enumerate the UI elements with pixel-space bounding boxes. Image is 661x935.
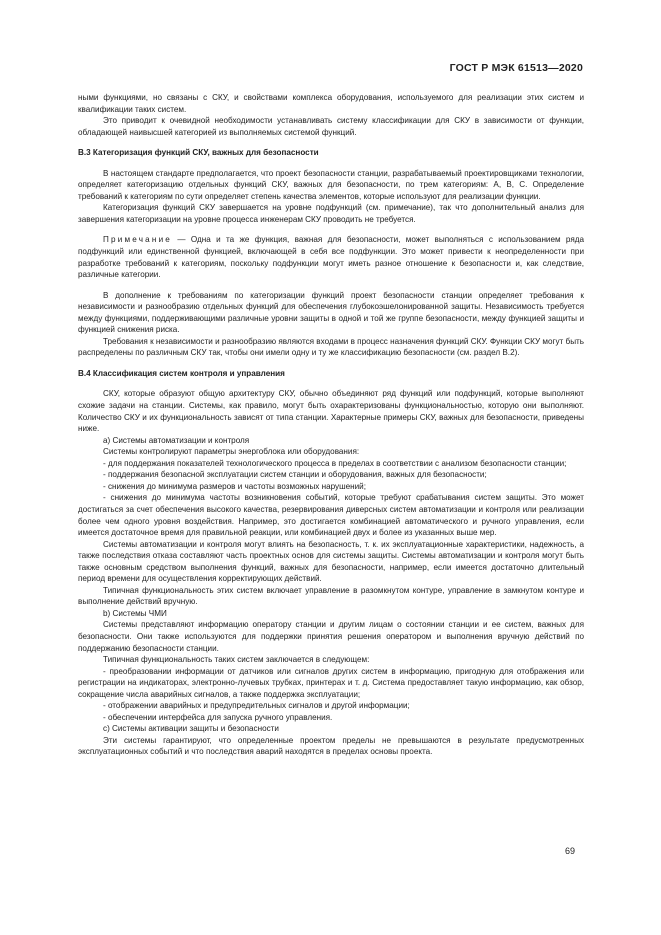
list-heading: c) Системы активации защиты и безопасности	[103, 724, 279, 734]
paragraph: Типичная функциональность этих систем включает управление в разомкнутом контуре, управление в замкнутом контуре и выполнение действий вручную.	[78, 585, 584, 607]
paragraph: Эти системы гарантируют, что определенные проектом пределы не превышаются в результате предусмотренных эксплуатационных событий и что последствия аварий находятся в пределах основы проекта.	[78, 735, 584, 757]
list-item: - обеспечении интерфейса для запуска ручного управления.	[103, 712, 333, 722]
list-item: - преобразовании информации от датчиков или сигналов других систем в информацию, пригодную для отображения или регистрации на индикаторах, электронно-лучевых трубках, принтерах и т. д. Система предоставляет такую информацию, как обзор, сокращение числа аварийных сигналов, а также поддержка эксплуатации;	[78, 666, 584, 699]
paragraph: Типичная функциональность таких систем заключается в следующем:	[103, 655, 370, 665]
list-item: - снижения до минимума частоты возникновения событий, которые требуют срабатывания систем защиты. Это может достигаться за счет обеспечения высокого качества, резервирования диверсных систем автоматизации и контроля или реализации более чем одного уровня воздействия. Например, это достигается комбинацией автоматического и ручного управления, если имеется достаточное время для правильной реакции, или комбинацией двух и более из указанных выше мер.	[78, 493, 584, 538]
section-heading: В.3 Категоризация функций СКУ, важных для безопасности	[78, 148, 319, 158]
list-heading: b) Системы ЧМИ	[103, 608, 167, 618]
section-heading: В.4 Классификация систем контроля и управления	[78, 368, 285, 378]
note-text: — Одна и та же функция, важная для безопасности, может выполняться с использованием ряда подфункций или единственной функцией, включающей в себя все подфункции. Это может привести к неопределенности при разработке требований к категориям, поскольку подфункции могут иметь разное отношение к безопасности и, как следствие, различные категории.	[78, 235, 585, 280]
list-item: - для поддержания показателей технологического процесса в пределах в соответствии с анализом безопасности станции;	[103, 458, 567, 468]
page-number: 69	[564, 846, 575, 856]
paragraph: В настоящем стандарте предполагается, что проект безопасности станции, разрабатываемый проектировщиками технологии, определяет категоризацию отдельных функций СКУ, важных для безопасности, по трем категориям: А, В, С. Определение требований к категориям по сути определяет степень качества элементов, которые используют для реализации функции.	[78, 168, 584, 201]
list-heading: a) Системы автоматизации и контроля	[103, 435, 250, 445]
paragraph: СКУ, которые образуют общую архитектуру СКУ, обычно объединяют ряд функций или подфункций, которые выполняют схожие задачи на станции. Системы, как правило, могут быть охарактеризованы функциональностью, которую они выполняют. Количество СКУ и их функциональность зависят от типа станции. Характерные примеры СКУ, важных для безопасности, приведены ниже.	[78, 389, 584, 434]
paragraph: Требования к независимости и разнообразию являются входами в процесс назначения функций СКУ. Функции СКУ могут быть распределены по различным СКУ так, чтобы они имели одну и ту же классификацию безопасности (см. раздел В.2).	[78, 336, 584, 358]
paragraph: Системы представляют информацию оператору станции и другим лицам о состоянии станции и ее систем, важных для безопасности. Они также используются для поддержки принятия решения оператором и выполнения вручную действий по поддержанию безопасности станции.	[78, 620, 584, 653]
paragraph: Системы контролируют параметры энергоблока или оборудования:	[103, 447, 360, 457]
note	[78, 234, 584, 280]
paragraph: В дополнение к требованиям по категоризации функций проект безопасности станции определяет требования к независимости и разнообразию отдельных функций для обеспечения глубокоэшелонированной защиты. Независимость требуется между функциями, поддерживающими различные уровни защиты в одной и той же группе безопасности, между функцией защиты и функцией снижения риска.	[78, 290, 584, 335]
paragraph: ными функциями, но связаны с СКУ, и свойствами комплекса оборудования, используемого для реализации этих систем и квалификации таких систем.	[78, 93, 584, 114]
paragraph: Системы автоматизации и контроля могут влиять на безопасность, т. к. их эксплуатационные характеристики, надежность, а также последствия отказа составляют часть проектных основ для системы защиты. Системы автоматизации и контроля могут быть также основным средством выполнения функций, важных для безопасности, например, если имеется достаточно длительный период времени для осуществления корректирующих действий.	[78, 539, 584, 584]
standard-header: ГОСТ Р МЭК 61513—2020	[449, 62, 583, 74]
list-item: - поддержания безопасной эксплуатации систем станции и оборудования, важных для безопасности;	[103, 470, 487, 480]
paragraph: Это приводит к очевидной необходимости устанавливать систему классификации для СКУ в зависимости от функции, обладающей наивысшей категорией из выполняемых системой функций.	[78, 116, 584, 137]
document-body	[78, 92, 584, 758]
list-item: - отображении аварийных и предупредительных сигналов и другой информации;	[103, 701, 410, 711]
note-label: Примечание	[103, 235, 173, 245]
list-item: - снижения до минимума размеров и частоты возможных нарушений;	[103, 481, 366, 491]
paragraph: Категоризация функций СКУ завершается на уровне подфункций (см. примечание), так что дополнительный анализ для завершения категоризации на уровне процесса инженерам СКУ проводить не требуется.	[78, 203, 584, 224]
